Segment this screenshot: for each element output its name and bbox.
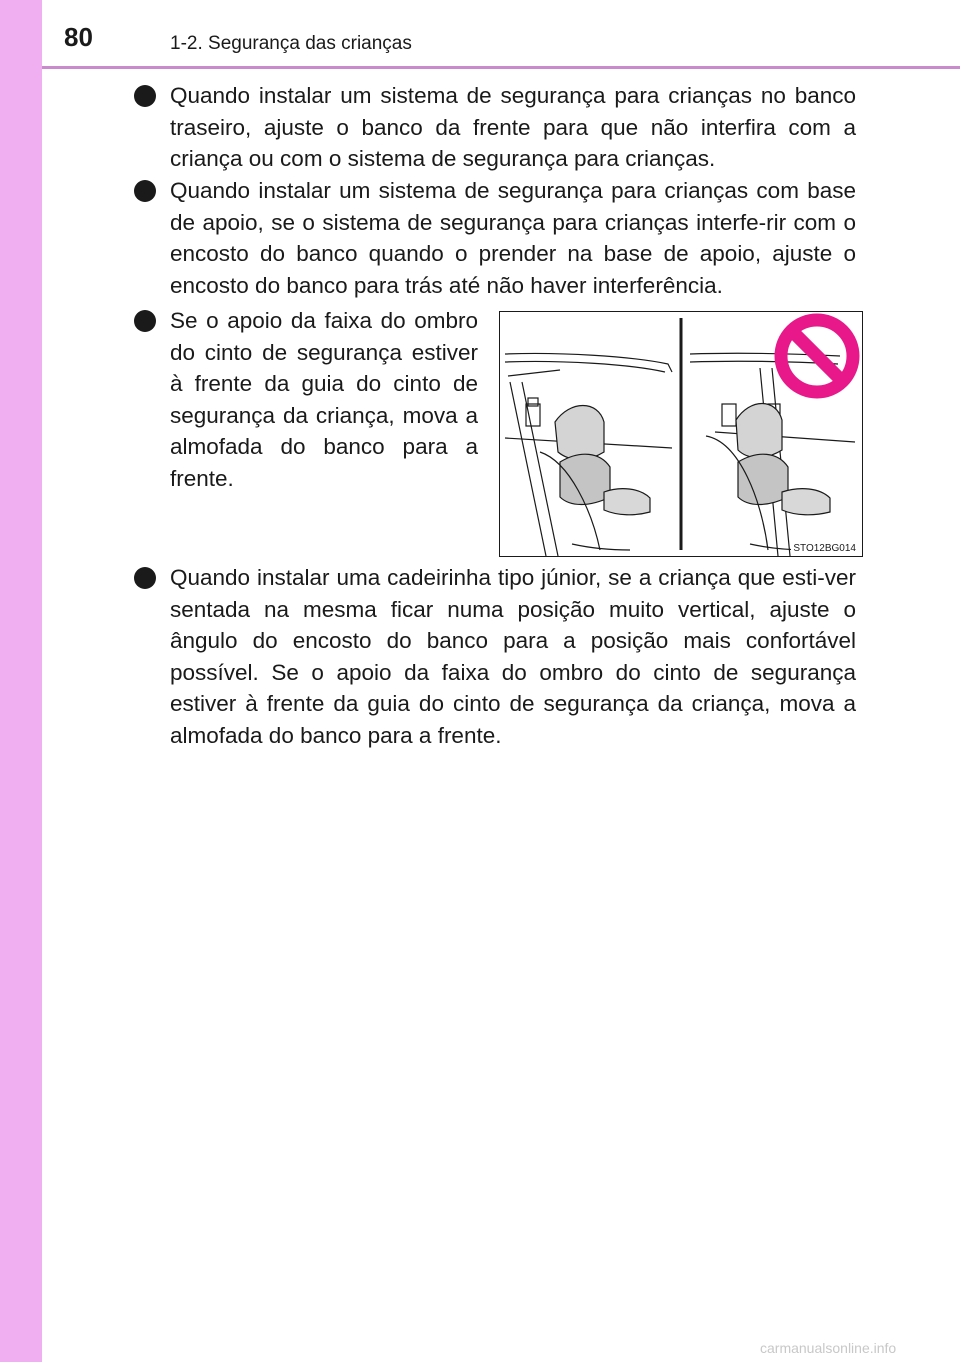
footer-watermark: carmanualsonline.info xyxy=(760,1340,897,1356)
bullet-icon xyxy=(134,567,156,589)
bullet-icon xyxy=(134,310,156,332)
bullet-icon xyxy=(134,180,156,202)
list-item-text: Quando instalar um sistema de segurança para crianças com base de apoio, se o sistema de segurança para crianças interfe-rir com o encosto do banco quando o prender na base de apoio, ajuste o encosto do banco para trás até não haver interferência. xyxy=(170,178,856,298)
list-item xyxy=(134,80,856,175)
section-title: 1-2. Segurança das crianças xyxy=(170,33,412,54)
child-seat-drawing xyxy=(500,312,862,556)
list-item-text: Quando instalar um sistema de segurança para crianças no banco traseiro, ajuste o banco da frente para que não interfira com a criança ou com o sistema de segurança para crianças. xyxy=(170,83,856,171)
header-divider xyxy=(42,66,960,69)
list-item xyxy=(134,562,856,751)
list-item-text: Quando instalar uma cadeirinha tipo júnior, se a criança que esti-ver sentada na mesma ficar numa posição muito vertical, ajuste o ângulo do encosto do banco para a posição mais confortável possível. Se o apoio da faixa do ombro do cinto de segurança estiver à frente da guia do cinto de segurança da criança, mova a almofada do banco para a frente. xyxy=(170,565,856,748)
seat-illustration xyxy=(499,311,863,557)
bullet-icon xyxy=(134,85,156,107)
side-tab-bar xyxy=(0,0,42,1362)
list-item xyxy=(134,305,478,494)
page-number: 80 xyxy=(64,22,93,52)
figure-code: STO12BG014 xyxy=(793,543,856,554)
prohibition-icon xyxy=(781,320,853,392)
list-item-text: Se o apoio da faixa do ombro do cinto de segurança estiver à frente da guia do cinto de segurança da criança, mova a almofada do banco para a frente. xyxy=(170,308,478,491)
list-item xyxy=(134,175,856,301)
